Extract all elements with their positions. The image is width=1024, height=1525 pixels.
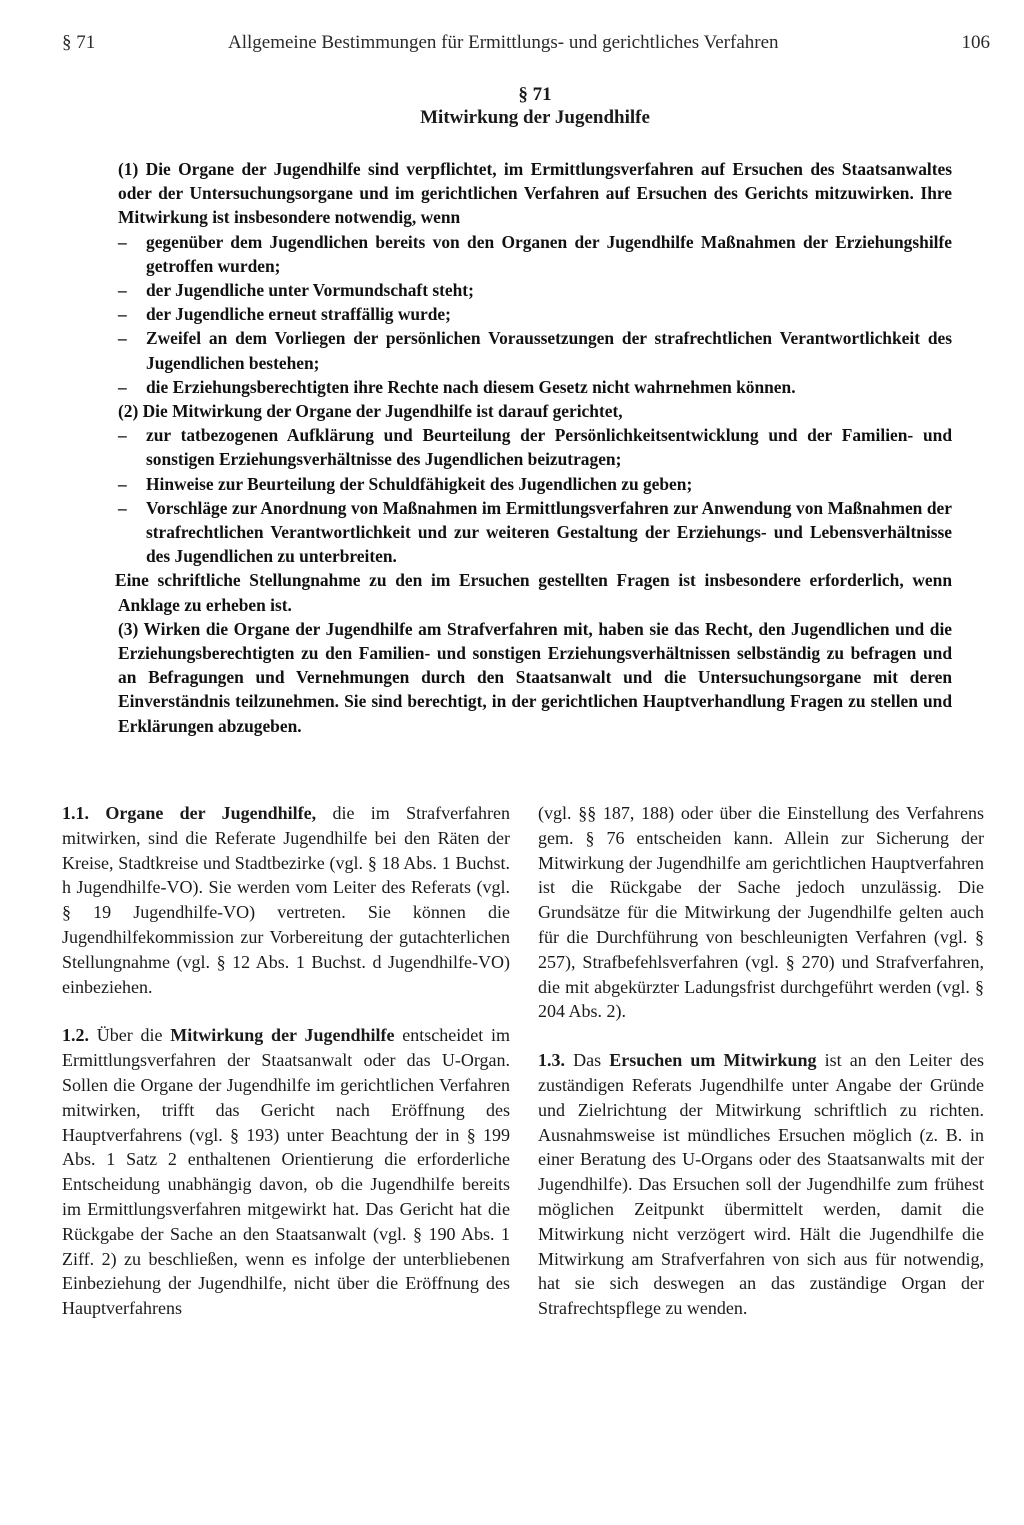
commentary-1-2: 1.2. Über die Mitwirkung der Jugendhilfe entscheidet im Ermittlungsverfahren der Staatsanwalt oder das U-Organ. Sollen die Organe der Jugendhilfe im gerichtlichen Verfahren mitwirken, trifft das Gericht nach Eröffnung des Hauptverfahrens (vgl. § 193) unter Beachtung der in § 199 Abs. 1 Satz 2 enthaltenen Orientierung die erforderliche Entscheidung unabhängig davon, ob die Jugendhilfe bereits im Ermittlungsverfahren mitgewirkt hat. Das Gericht hat die Rückgabe der Sache an den Staatsanwalt (vgl. § 190 Abs. 1 Ziff. 2) zu beschließen, wenn es infolge der unterbliebenen Einbeziehung der Jugendhilfe, nicht über die Eröffnung des Hauptverfahrens [62,1025,510,1319]
page-header [0,32,1024,62]
header-section-ref: § 71 [62,32,96,53]
statute-paragraph-1: (1) Die Organe der Jugendhilfe sind verpflichtet, im Ermittlungsverfahren auf Ersuchen des Staatsanwaltes oder der Untersuchungsorgane und im gerichtlichen Verfahren auf Ersuchen des Gerichts mitzuwirken. Ihre Mitwirkung ist insbesondere notwendig, wenn [118,159,952,228]
statute-list-2 [118,423,952,568]
list-item: – der Jugendliche unter Vormundschaft steht; [118,280,474,301]
section-title: Mitwirkung der Jugendhilfe [420,107,650,128]
commentary-left-column [62,801,510,1321]
list-item: – gegenüber dem Jugendlichen bereits von den Organen der Jugendhilfe Maßnahmen der Erziehungshilfe getroffen wurden; [118,231,952,276]
commentary-1-2-continued: (vgl. §§ 187, 188) oder über die Einstellung des Verfahrens gem. § 76 entscheiden kann. Allein zur Sicherung der Mitwirkung der Jugendhilfe am gerichtlichen Hauptverfahren ist die Rückgabe der Sache jedoch unzulässig. Die Grundsätze für die Mitwirkung der Jugendhilfe gelten auch für die Durchführung von beschleunigten Verfahren (vgl. § 257), Strafbefehlsverfahren (vgl. § 270) und Strafverfahren, die mit abgekürzter Ladungsfrist durchgeführt werden (vgl. § 204 Abs. 2). [538,803,984,1022]
statute-paragraph-3: (3) Wirken die Organe der Jugendhilfe am Strafverfahren mit, haben sie das Recht, den Jugendlichen und die Erziehungsberechtigten zu den Familien- und sonstigen Erziehungsverhältnissen selbständig zu befragen und an Befragungen und Vernehmungen durch den Staatsanwalt und die Untersuchungsorgane mit deren Einverständnis teilzunehmen. Sie sind berechtigt, in der gerichtlichen Hauptverhandlung Fragen zu stellen und Erklärungen abzugeben. [118,618,952,736]
statute-paragraph-2-closing: Eine schriftliche Stellungnahme zu den im Ersuchen gestellten Fragen ist insbesondere erforderlich, wenn Anklage zu erheben ist. [115,570,952,615]
statute-paragraph-2: (2) Die Mitwirkung der Organe der Jugendhilfe ist darauf gerichtet, [118,401,623,422]
list-item: – Zweifel an dem Vorliegen der persönlichen Voraussetzungen der strafrechtlichen Verantwortlichkeit des Jugendlichen bestehen; [118,328,952,373]
list-item: – die Erziehungsberechtigten ihre Rechte nach diesem Gesetz nicht wahrnehmen können. [118,376,796,397]
commentary-1-1: 1.1. Organe der Jugendhilfe, die im Strafverfahren mitwirken, sind die Referate Jugendhilfe bei den Räten der Kreise, Stadtkreise und Stadtbezirke (vgl. § 18 Abs. 1 Buchst. h Jugendhilfe-VO). Sie werden vom Leiter des Referats (vgl. § 19 Jugendhilfe-VO) vertreten. Sie können die Jugendhilfekommission zur Vorbereitung der gutachterlichen Stellungnahme (vgl. § 12 Abs. 1 Buchst. d Jugendhilfe-VO) einbeziehen. [62,803,511,997]
page-number: 106 [961,32,990,53]
list-item: – zur tatbezogenen Aufklärung und Beurteilung der Persönlichkeitsentwicklung und der Familien- und sonstigen Erziehungsverhältnisse des Jugendlichen beizutragen; [118,425,952,470]
statute-list-1 [118,230,952,399]
list-item: – Hinweise zur Beurteilung der Schuldfähigkeit des Jugendlichen zu geben; [118,473,693,494]
commentary-1-3: 1.3. Das Ersuchen um Mitwirkung ist an den Leiter des zuständigen Referats Jugendhilfe unter Angabe der Gründe und Zielrichtung der Mitwirkung schriftlich zu richten. Ausnahmsweise ist mündliches Ersuchen möglich (z. B. in einer Beratung des U-Organs oder des Staatsanwalts mit der Jugendhilfe). Das Ersuchen soll der Jugendhilfe zum frühest möglichen Zeitpunkt übermittelt werden, damit die Mitwirkung nicht verzögert wird. Hält die Jugendhilfe die Mitwirkung am Strafverfahren von sich aus für notwendig, hat sie sich deswegen an das zuständige Organ der Strafrechtspflege zu wenden. [538,1050,985,1319]
statute-text [115,157,952,738]
header-title: Allgemeine Bestimmungen für Ermittlungs- und gerichtliches Verfahren [228,32,779,53]
list-item: – Vorschläge zur Anordnung von Maßnahmen im Ermittlungsverfahren zur Anwendung von Maßnahmen der strafrechtlichen Verantwortlichkeit und zur weiteren Gestaltung der Erziehungs- und Lebensverhältnisse des Jugendlichen zu unterbreiten. [118,497,952,567]
section-number: § 71 [518,84,552,105]
commentary-right-column [538,801,984,1321]
list-item: – der Jugendliche erneut straffällig wurde; [118,304,451,325]
